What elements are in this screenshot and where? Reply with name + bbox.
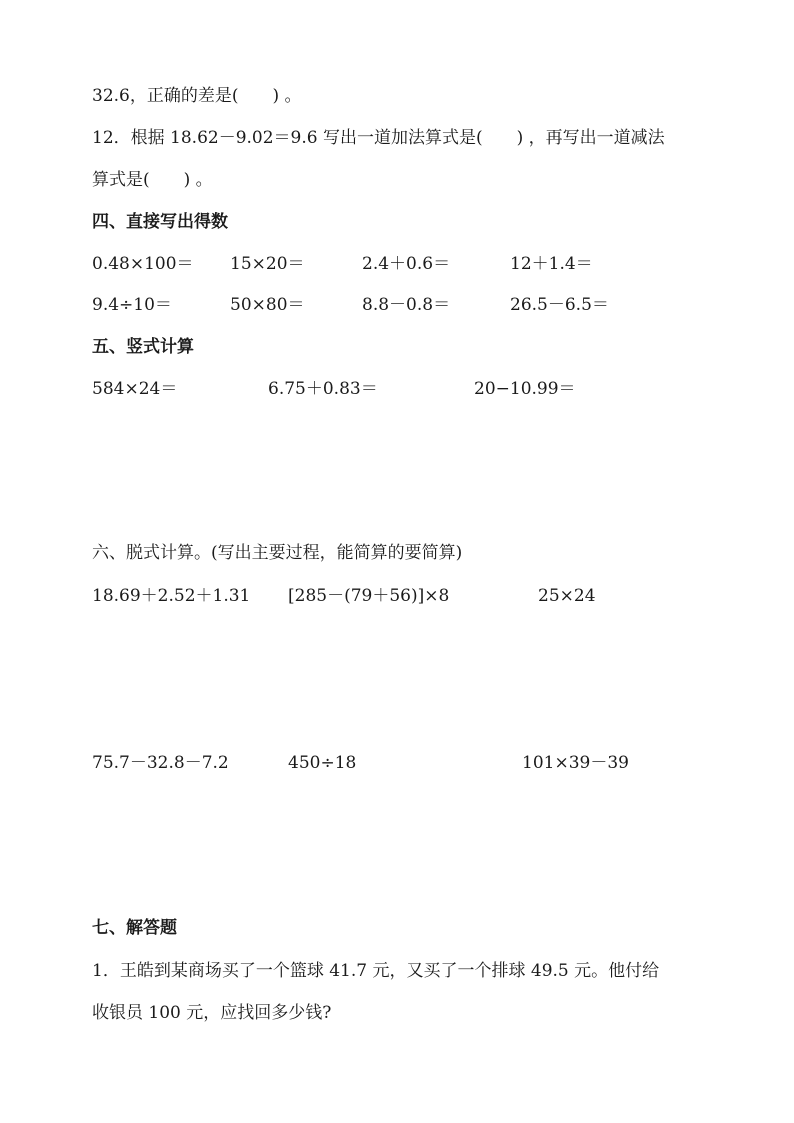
section-7-title: 七、解答题 bbox=[92, 918, 177, 938]
stepwise-calc-item: 101×39－39 bbox=[522, 753, 629, 773]
question-11-continuation: 32.6，正确的差是( ) 。 bbox=[92, 86, 302, 106]
vertical-calc-item: 20−10.99＝ bbox=[474, 379, 576, 399]
section-4-title: 四、直接写出得数 bbox=[92, 212, 228, 232]
mental-calc-item: 9.4÷10＝ bbox=[92, 295, 172, 315]
section-5-title: 五、竖式计算 bbox=[92, 337, 194, 357]
mental-calc-item: 2.4＋0.6＝ bbox=[362, 254, 451, 274]
stepwise-calc-item: [285－(79＋56)]×8 bbox=[288, 586, 450, 606]
mental-calc-item: 15×20＝ bbox=[230, 254, 305, 274]
mental-calc-item: 12＋1.4＝ bbox=[510, 254, 593, 274]
stepwise-calc-item: 75.7－32.8－7.2 bbox=[92, 753, 229, 773]
mental-calc-item: 50×80＝ bbox=[230, 295, 305, 315]
word-problem-1-line-2: 收银员 100 元，应找回多少钱? bbox=[92, 1003, 332, 1023]
mental-calc-item: 0.48×100＝ bbox=[92, 254, 194, 274]
section-6-title: 六、脱式计算。(写出主要过程，能简算的要简算) bbox=[92, 543, 463, 563]
mental-calc-item: 8.8－0.8＝ bbox=[362, 295, 451, 315]
question-12-line-2: 算式是( ) 。 bbox=[92, 170, 213, 190]
mental-calc-item: 26.5－6.5＝ bbox=[510, 295, 609, 315]
vertical-calc-item: 584×24＝ bbox=[92, 379, 178, 399]
vertical-calc-item: 6.75＋0.83＝ bbox=[268, 379, 378, 399]
stepwise-calc-item: 450÷18 bbox=[288, 753, 357, 773]
stepwise-calc-item: 25×24 bbox=[538, 586, 596, 606]
stepwise-calc-item: 18.69＋2.52＋1.31 bbox=[92, 586, 251, 606]
word-problem-1-line-1: 1．王皓到某商场买了一个篮球 41.7 元，又买了一个排球 49.5 元。他付给 bbox=[92, 961, 660, 981]
question-12-line-1: 12．根据 18.62－9.02＝9.6 写出一道加法算式是( ) ，再写出一道减法 bbox=[92, 128, 665, 148]
